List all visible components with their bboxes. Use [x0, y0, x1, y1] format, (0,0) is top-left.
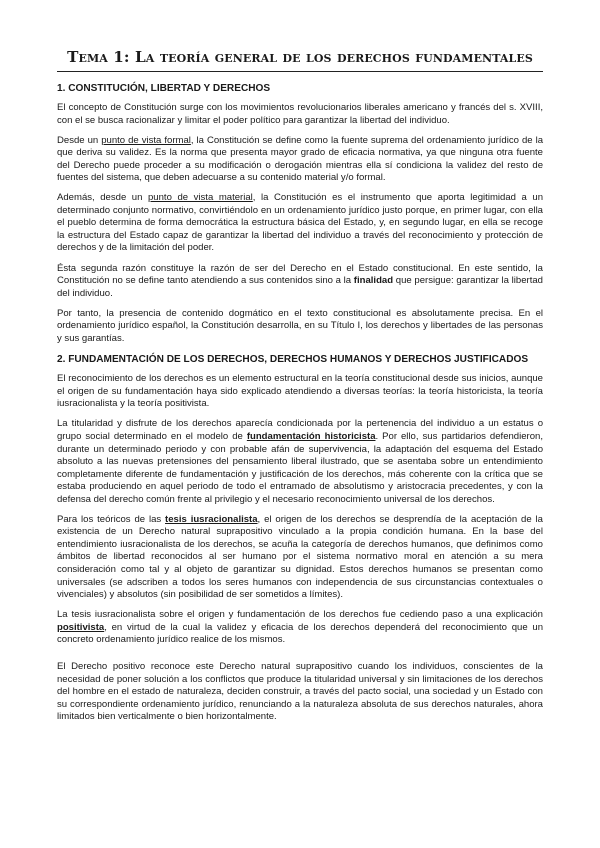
page-title: Tema 1: La teoría general de los derechos fundamentales: [57, 48, 543, 72]
text-run: , la Constitución es el instrumento que aporta legitimidad a un determinado conjunto normativo, convirtiéndolo en un ordenamiento jurídico justo porque, en primer lugar, con ella el pueblo determina de forma democrática la estructura básica del Estado, y, en segundo lugar, en ella se recoge la estructura del Estado capaz de garantizar la libertad del individuo a través del reconocimiento y protección de derechos y de la limitación del poder.: [57, 192, 543, 254]
text-run: La titularidad y disfrute de los derechos aparecía condicionada por la pertenencia del individuo a un estatus o grupo social determinado en el modelo de: [57, 418, 543, 442]
underlined-term: punto de vista formal: [101, 134, 191, 146]
section-constitucion: [57, 82, 543, 345]
spacer: [57, 654, 543, 661]
paragraph: El concepto de Constitución surge con los movimientos revolucionarios liberales americano y francés del s. XVIII, con el se busca racionalizar y limitar el poder político para garantizar la libertad del individuo.: [57, 102, 543, 126]
bold-underlined-term: positivista: [57, 621, 105, 633]
paragraph: El reconocimiento de los derechos es un elemento estructural en la teoría constitucional desde sus inicios, aunque el origen de su fundamentación haya sido explicado atendiendo a diversas teorías: la teoría historicista, la teoría iusracionalista y la teoría positivista.: [57, 373, 543, 410]
section-fundamentacion: [57, 353, 543, 724]
paragraph: [57, 263, 543, 301]
text-run: Para los teóricos de las: [57, 513, 166, 525]
text-run: , el origen de los derechos se desprendía de la aceptación de la existencia de un Derecho natural suprapositivo vinculado a la propia condición humana. En la base del entendimiento iusracionalista de los derechos, se acuña la categoría de derechos humanos, que definimos como ámbitos de libertad reconocidos al ser humano por el sistema normativo moral en atención a su mera consideración como tal y al objeto de garantizar su dignidad. Estos derechos humanos se presentan como universales (se adscriben a todos los seres humanos con independencia de sus circunstancias contextuales o vivenciales) y absolutos (sin posibilidad de ser sometidos a límites).: [57, 513, 543, 601]
text-run: Desde un: [57, 134, 102, 146]
paragraph: [57, 135, 543, 185]
paragraph: [57, 609, 543, 647]
section-heading: 2. FUNDAMENTACIÓN DE LOS DERECHOS, DERECHOS HUMANOS Y DERECHOS JUSTIFICADOS: [57, 354, 529, 366]
text-run: La tesis iusracionalista sobre el origen y fundamentación de los derechos fue cediendo paso a una explicación: [57, 609, 543, 621]
text-run: que persigue: garantizar la libertad del individuo.: [57, 275, 543, 299]
text-run: , la Constitución se define como la fuente suprema del ordenamiento jurídico de la que deriva su validez. Es la norma que presenta mayor grado de eficacia normativa, ya que ninguna otra fuente del Derecho puede proceder a su modificación o derogación mientras ella sí condiciona la validez del resto de fuentes del sistema, que deben adecuarse a su contenido material y/o formal.: [57, 134, 543, 184]
paragraph: El Derecho positivo reconoce este Derecho natural suprapositivo cuando los individuos, conscientes de la necesidad de poner solución a los conflictos que produce la titularidad universal y sin limitaciones de los derechos del hombre en el estado de naturaleza, deciden construir, a través del pacto social, una sociedad y un Estado con su correspondiente ordenamiento jurídico, renunciando a la naturaleza absoluta de sus derechos naturales, ahora limitados bien verticalmente o bien horizontalmente.: [57, 661, 543, 723]
section-heading: 1. CONSTITUCIÓN, LIBERTAD Y DERECHOS: [57, 83, 271, 94]
text-run: Además, desde un: [57, 192, 148, 204]
paragraph: [57, 418, 543, 506]
bold-underlined-term: fundamentación historicista: [246, 430, 376, 442]
paragraph: Por tanto, la presencia de contenido dogmático en el texto constitucional es absolutamente precisa. En el ordenamiento jurídico español, la Constitución desarrolla, en su Título I, los derechos y libertades de las personas y sus garantías.: [57, 307, 543, 344]
text-run: , en virtud de la cual la validez y eficacia de los derechos dependerá del reconocimiento que un concreto ordenamiento jurídico realice de los mismos.: [57, 621, 543, 646]
paragraph: [57, 514, 543, 602]
text-run: . Por ello, sus partidarios defendieron, durante un determinado periodo y con probable afán de supervivencia, la adaptación del esquema del Estado absoluto a las nuevas pretensiones del pensamiento liberal ilustrado, que se asentaba sobre un entendimiento completamente diferente de fundamentación y justificación de los derechos, más coherente con la crítica que se estaba produciendo en aquel periodo de todo el entramado de absolutismo y aristocracia precedentes, y con la defensa del derecho común frente al privilegio y el necesario reconocimiento universal de los derechos.: [57, 430, 544, 505]
bold-term: finalidad: [353, 275, 394, 287]
paragraph: [57, 192, 543, 255]
text-run: Ésta segunda razón constituye la razón de ser del Derecho en el Estado constitucional. En este sentido, la Constitución no se define tanto atendiendo a sus contenidos sino a la: [57, 262, 543, 287]
underlined-term: punto de vista material: [148, 192, 253, 204]
bold-underlined-term: tesis iusracionalista: [165, 513, 258, 525]
